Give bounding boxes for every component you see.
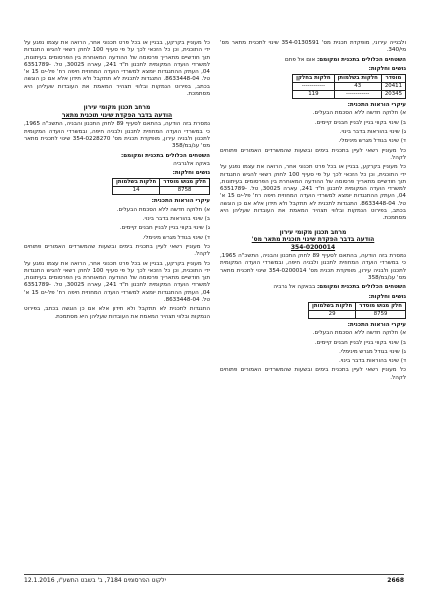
viewing-paragraph: כל מעוניין רשאי לעיין בתכנית בימים ובשעות שהמשרדים האמורים פתוחים לקהל.: [220, 367, 406, 381]
table-header: חלקות בשלמותן: [334, 75, 381, 83]
area-line: [220, 57, 406, 64]
goals-label: עיקרי הוראות התכנית:: [347, 321, 406, 328]
section-title: מרחב תכנון מקומי עירון: [279, 228, 347, 236]
footer-divider: [24, 574, 404, 575]
table-cell: 8759: [356, 310, 406, 318]
table-row: [293, 91, 406, 99]
journal-citation: ילקוט הפרסומים 7184, ב' בשבט התשע"ו, 12.1.2016: [24, 577, 167, 584]
table-row: [308, 310, 405, 318]
table-cell: ------------: [293, 83, 334, 91]
notice-paragraph: נמסרת בזה הודעה, בהתאם לסעיף 89 לחוק התכנון והבניה, התשכ"ה 1965, כי במשרדי הועדה המחוזית לתכנון ולבניה חיפה, ובמשרדי הועדה המקומית לתכנון ולבניה עירון, מופקדת תכנית מס' 354-0228270 שינוי לתכנית מתאר מס' ענ/במ/358: [24, 121, 210, 150]
area-label: השטחים הכלולים בתכנית ומקומם:: [121, 152, 210, 159]
table-cell: 119: [293, 91, 334, 99]
table-cell: 14: [112, 187, 159, 195]
table-row: [293, 83, 406, 91]
goal-item: ד) שינוי בגודל מגרש מינימלי.: [142, 234, 210, 241]
goal-item: ב) שינוי בקווי בניין לבניין חבנים קיימים.: [314, 119, 406, 126]
goal-item: ג) שינוי בגודל מגרש מינימלי.: [339, 348, 406, 355]
table-cell: 43: [334, 83, 381, 91]
area-value: באקה אלגרביה: [173, 160, 210, 167]
parcels-label: גושים וחלקות:: [368, 293, 406, 300]
section-subtitle: הודעה בדבר הפקדת שינוי תוכנית מתאר: [61, 111, 173, 119]
viewing-paragraph: כל מעוניין רשאי לעיין בתכנית בימים ובשעות שהמשרדים האמורים פתוחים לקהל.: [24, 243, 210, 258]
intro-text: ולבנייה עירוני, מופקדת תכנית מס' 354-0130591 שינוי לתכנית מתאר מס' מי/340.: [220, 40, 406, 54]
notice-paragraph: נמסרת בזה הודעה, בהתאם לסעיף 89 לחוק התכנון והבניה, התשכ"ה 1965, כי במשרדי הועדה המחוזית לתכנון ולבניה חיפה, ובמשרדי הועדה המקומית לתכנון ולבניה עירון, מופקדת תכנית מס' 354-0200014 שינוי לתכנית מתאר מס' ענ/במ/358: [220, 253, 406, 282]
right-column: [220, 40, 406, 384]
table-header: חלק מגוש מוסדר: [356, 302, 406, 310]
page-footer: [24, 577, 404, 587]
goal-item: ב) שינוי בהוראות בדבר בינוי.: [142, 216, 210, 223]
objection-conditions: התנגדות לתכנית לא תתקבל ולא תידון אלא אם כן הוגשה בכתב, בפירוט הנמקות ובלווי תצהיר המאמת את העובדות שעליהן היא מסתמכת.: [24, 306, 210, 320]
goal-item: א) חלוקה חדשה ללא הסכמת הבעלים.: [312, 110, 406, 117]
area-line: [220, 284, 406, 291]
viewing-paragraph: כל מעוניין רשאי לעיין בתכנית בימים ובשעות שהמשרדים האמורים פתוחים לקהל.: [220, 147, 406, 161]
parcels-label: גושים וחלקות:: [172, 170, 210, 177]
goals-label: עיקרי הוראות התכנית:: [347, 102, 406, 109]
goal-item: ד) שינוי בהוראות בדבר בינוי.: [338, 358, 406, 365]
table-cell: ------------: [334, 91, 381, 99]
plan-number: 354-0200014: [290, 243, 336, 251]
table-row: [112, 187, 209, 195]
parcels-table-3: [112, 178, 210, 195]
goal-item: א) חלוקה חדשה ללא הסכמת הבעלים.: [116, 206, 210, 213]
table-header: חלק מגוש מוסדר: [160, 179, 210, 187]
table-cell: 8758: [160, 187, 210, 195]
table-header: חלקות בחלקן: [293, 75, 334, 83]
parcels-table-1: [292, 74, 406, 99]
table-cell: 29: [308, 310, 355, 318]
goal-item: ג) שינוי בקווי בניין לבניין חבנים קיימים.: [119, 225, 210, 232]
table-header: חלקות בשלמותן: [308, 302, 355, 310]
parcels-table-2: [308, 302, 406, 319]
area-value: אום אל פחם: [284, 56, 316, 63]
table-cell: 20411: [381, 83, 405, 91]
goal-item: ד) שינוי בגודל מגרש מינימלי.: [338, 138, 406, 145]
objection-paragraph: כל מעוניין בקרקע, בבניין או בכל פרט תכנוני אחר, הרואה את עצמו נפגע על ידי התוכנית, וכן כל הזכאי לכך על פי סעיף 100 לחוק רשאי להגיש התנגדות תוך חודשיים מתאריך פרסומה של ההודעה המאוחרת בין הפרסומים בעיתונות, למשרדי הועדה המקומית לתכנון ת"ד 241, עארה 30025, טל. 6351789-04, העתק ההתנגדות יומצא למשרדי הועדה המחוזית חיפה רח' פל-ים 15 א' טל. 8633448-04.: [24, 260, 210, 304]
parcels-label: גושים וחלקות:: [368, 65, 406, 72]
objection-paragraph: כל מעוניין בקרקע, בבניין או בכל פרט תכנוני אחר, הרואה את עצמו נפגע על ידי התוכנית, וכן כל הזכאי לכך על פי סעיף 100 לחוק רשאי להגיש התנגדות תוך חודשיים מתאריך פרסומה של ההודעה המאוחרת בין הפרסומים בעיתונות, למשרדי הועדה המקומית לתכנון ת"ד 241, עארה 30025, טל. 6351789-04, העתק ההתנגדות יומצא למשרדי הועדה המחוזית חיפה רח' פל-ים 15 א' טל. 8633448-04. התנגדות לתכנית לא תתקבל ולא תידון אלא אם כן הוגשה בכתב, בפירוט הנמקות ובלווי תצהיר המאמת את העובדות שעליהן היא מסתמכת.: [220, 164, 406, 222]
area-label: השטחים הכלולים בתכנית ומקומם:: [317, 56, 406, 63]
objection-paragraph: כל מעוניין בקרקע, בבניין או בכל פרט תכנוני אחר, הרואה את עצמו נפגע על ידי התוכנית, וכן כל הזכאי לכך על פי סעיף 100 לחוק רשאי להגיש התנגדות תוך חודשיים מתאריך פרסומה של ההודעה המאוחרת בין הפרסומים בעיתונות, למשרדי הועדה המקומית לתכנון ת"ד 241, עארה 30025, טל. 6351789-04, העתק ההתנגדות יומצא למשרדי הועדה המחוזית חיפה רח' פל-ים 15 א' טל. 8633448-04. התנגדות לתכנית לא תתקבל ולא תידון אלא אם כן הוגשה בכתב, בפירוט הנמקות ובלווי תצהיר המאמת את העובדות שעליהן היא מסתמכת.: [24, 40, 210, 98]
section-subtitle: הודעה בדבר הפקדת שינוי תוכנית מתאר מס': [251, 236, 375, 244]
goal-item: ב) שינוי בקווי בניין לבניין חבנים קיימים.: [314, 339, 406, 346]
table-header: מוסדר: [381, 75, 405, 83]
table-cell: 20345: [381, 91, 405, 99]
goals-label: עיקרי הוראות התכנית:: [151, 198, 210, 205]
area-value: בבאקה אל גרביה: [273, 284, 316, 291]
section-title: מרחב תכנון מקומי עירון: [83, 104, 151, 112]
area-label: השטחים הכלולים בתכנית ומקומם:: [317, 284, 406, 291]
left-column: [24, 40, 210, 323]
page-number: 2668: [387, 577, 404, 584]
goal-item: ג) שינוי בהוראות בדבר בינוי.: [339, 129, 406, 136]
table-header: חלקות בשלמותן: [112, 179, 159, 187]
goal-item: א) חלוקה חדשה ללא הסכמת הבעלים.: [312, 330, 406, 337]
